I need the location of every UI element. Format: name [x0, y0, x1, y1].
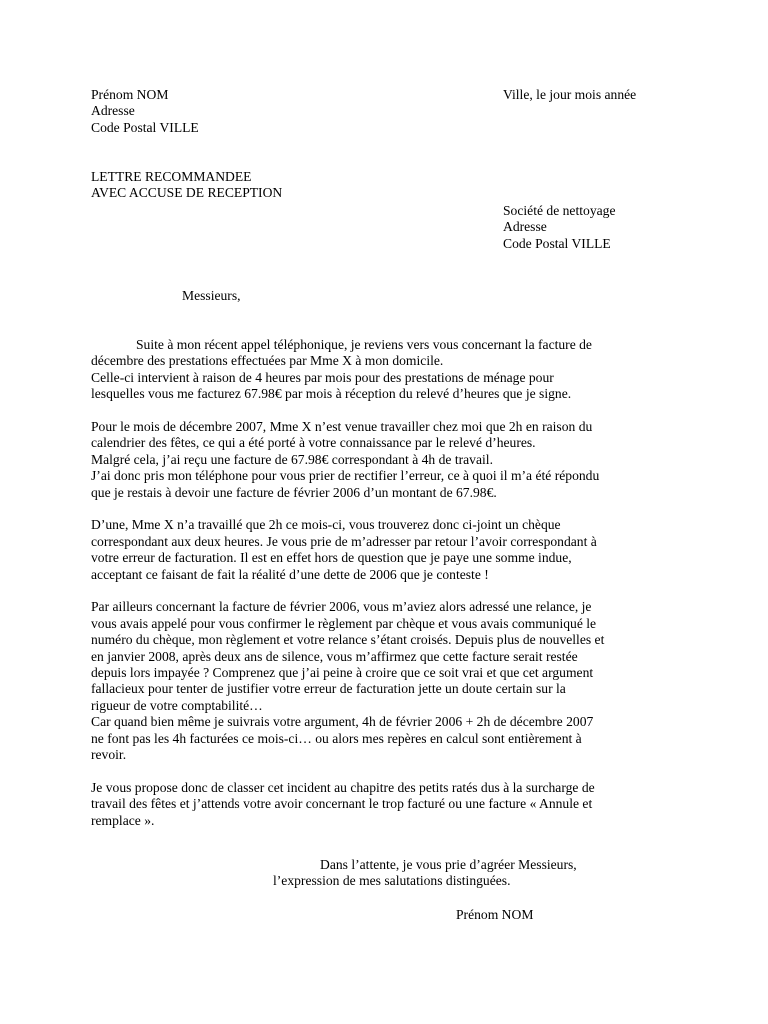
paragraph-2: [91, 419, 671, 501]
body-line: numéro du chèque, mon règlement et votre relance s’étant croisés. Depuis plus de nouvelles et: [91, 632, 605, 648]
sender-block: [91, 87, 199, 136]
body-line: Car quand bien même je suivrais votre argument, 4h de février 2006 + 2h de décembre 2007: [91, 714, 594, 730]
recipient-postal: Code Postal VILLE: [503, 235, 611, 251]
body-line: Celle-ci intervient à raison de 4 heures par mois pour des prestations de ménage pour: [91, 369, 554, 385]
signature: [456, 907, 533, 923]
body-line: calendrier des fêtes, ce qui a été porté à votre connaissance par le relevé d’heures.: [91, 435, 536, 451]
body-line: fallacieux pour tenter de justifier votre erreur de facturation jette un doute certain sur la: [91, 681, 566, 697]
body-line: votre erreur de facturation. Il est en effet hors de question que je paye une somme indue,: [91, 550, 572, 566]
body-line: Suite à mon récent appel téléphonique, je reviens vers vous concernant la facture de: [136, 337, 592, 352]
body-line: que je restais à devoir une facture de février 2006 d’un montant de 67.98€.: [91, 484, 497, 500]
closing-formula: [0, 857, 768, 890]
body-line: depuis lors impayée ? Comprenez que j’ai peine à croire que ce soit vrai et que cet argument: [91, 665, 594, 681]
registered-line-1: LETTRE RECOMMANDEE: [91, 169, 252, 184]
body-line: Je vous propose donc de classer cet incident au chapitre des petits ratés dus à la surcharge de: [91, 779, 595, 795]
body-line: ne font pas les 4h facturées ce mois-ci… ou alors mes repères en calcul sont entièrement à: [91, 730, 582, 746]
registered-mail-notice: [91, 169, 282, 202]
body-line: décembre des prestations effectuées par Mme X à mon domicile.: [91, 353, 444, 369]
recipient-address: Adresse: [503, 219, 547, 235]
body-line: Pour le mois de décembre 2007, Mme X n’est venue travailler chez moi que 2h en raison du: [91, 419, 593, 435]
date-text: Ville, le jour mois année: [503, 87, 637, 102]
body-line: D’une, Mme X n’a travaillé que 2h ce mois-ci, vous trouverez donc ci-joint un chèque: [91, 517, 561, 533]
body-line: remplace ».: [91, 812, 155, 828]
body-line: acceptant ce faisant de fait la réalité d’une dette de 2006 que je conteste !: [91, 566, 489, 582]
salutation-text: Messieurs,: [182, 288, 241, 303]
closing-line-2: l’expression de mes salutations distinguées.: [273, 873, 511, 889]
body-line: revoir.: [91, 747, 127, 763]
paragraph-5: [91, 780, 671, 829]
paragraph-4: [91, 599, 671, 763]
body-line: Malgré cela, j’ai reçu une facture de 67.98€ correspondant à 4h de travail.: [91, 451, 493, 467]
body-line: lesquelles vous me facturez 67.98€ par mois à réception du relevé d’heures que je signe.: [91, 386, 572, 402]
signature-name: Prénom NOM: [456, 907, 534, 922]
recipient-company: Société de nettoyage: [503, 203, 616, 218]
paragraph-1: [91, 337, 671, 403]
body-line: correspondant aux deux heures. Je vous prie de m’adresser par retour l’avoir correspondant à: [91, 533, 597, 549]
closing-line-1: Dans l’attente, je vous prie d’agréer Messieurs,: [320, 857, 577, 872]
body-line: Par ailleurs concernant la facture de février 2006, vous m’aviez alors adressé une relance, je: [91, 599, 592, 615]
sender-postal: Code Postal VILLE: [91, 119, 199, 135]
body-line: rigueur de votre comptabilité…: [91, 697, 263, 713]
body-line: en janvier 2008, après deux ans de silence, vous m’affirmez que cette facture serait restée: [91, 648, 578, 664]
salutation: [182, 288, 241, 304]
body-line: vous avais appelé pour vous confirmer le règlement par chèque et vous avais communiqué le: [91, 615, 597, 631]
body-line: J’ai donc pris mon téléphone pour vous prier de rectifier l’erreur, ce à quoi il m’a été répondu: [91, 468, 600, 484]
registered-line-2: AVEC ACCUSE DE RECEPTION: [91, 185, 283, 201]
recipient-block: [503, 203, 615, 252]
body-line: travail des fêtes et j’attends votre avoir concernant le trop facturé ou une facture « Annule et: [91, 796, 593, 812]
date-line: [503, 87, 636, 103]
letter-body: [91, 337, 671, 846]
paragraph-3: [91, 517, 671, 583]
sender-name: Prénom NOM: [91, 87, 169, 102]
sender-address: Adresse: [91, 103, 135, 119]
